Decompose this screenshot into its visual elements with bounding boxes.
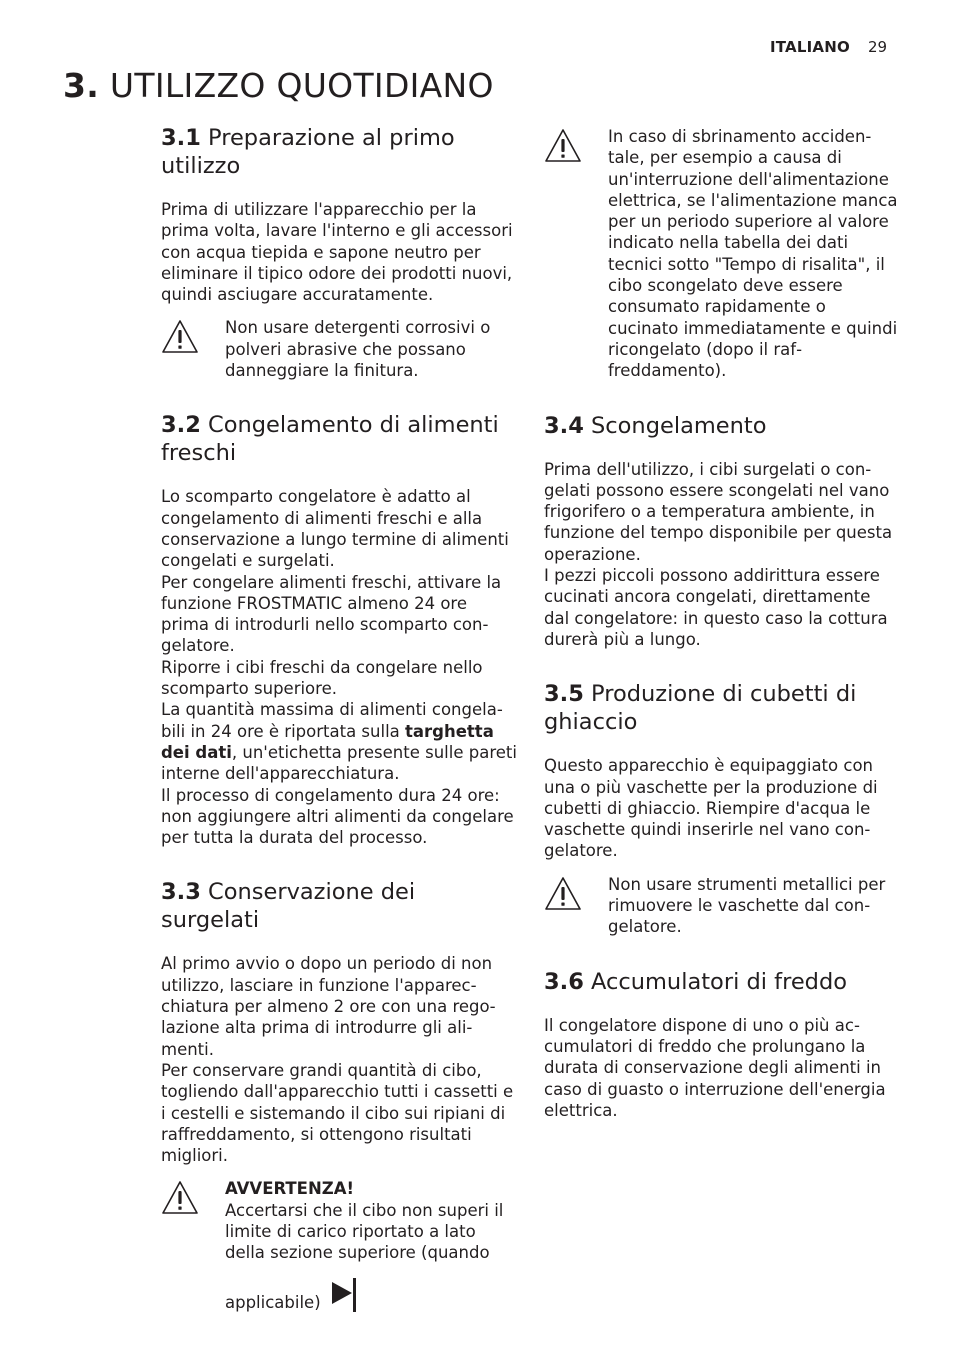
right-column <box>544 126 900 1121</box>
section-number: 3.1 <box>161 125 201 151</box>
load-limit-marker-icon <box>330 1276 358 1312</box>
section-3-2-p4 <box>161 699 517 784</box>
section-number: 3.4 <box>544 412 584 439</box>
section-3-5-heading <box>544 680 900 736</box>
rating-plate-term: targhetta dei dati <box>161 721 494 762</box>
warning-triangle-icon <box>544 128 582 163</box>
section-3-6-body: Il congelatore dispone di uno o più accumulatori di freddo che prolungano la durata di conservazione degli alimenti in caso di guasto o interruzione dell'energia elettrica. <box>544 1015 886 1120</box>
warning-text: In caso di sbrinamento accidentale, per esempio a causa di un'interruzione dell'alimentazione elettrica, se l'alimentazione manca per un periodo superiore al valore indicato nella tabella dei dati tecnici sotto "Tempo di risalita", il cibo scongelato deve essere consumato rapidamente o cucinato immediatamente e quindi ricongelato (dopo il raffreddamento). <box>608 127 898 381</box>
section-3-5-body: Questo apparecchio è equipaggiato con una o più vaschette per la produzione di cubetti di ghiaccio. Riempire d'acqua le vaschette quindi inserirle nel vano congelatore. <box>544 756 878 861</box>
section-3-2-p3: Riporre i cibi freschi da congelare nello scomparto superiore. <box>161 657 483 699</box>
warning-triangle-icon <box>161 1180 199 1215</box>
chapter-title <box>63 66 494 105</box>
section-3-3-p2: Per conservare grandi quantità di cibo, togliendo dall'apparecchio tutti i cassetti e i cestelli e sistemando il cibo sui ripiani di raffreddamento, si ottengono risultati migliori. <box>161 1060 514 1166</box>
header-language: ITALIANO <box>770 38 850 56</box>
section-3-2-heading <box>161 411 517 467</box>
section-number: 3.2 <box>161 412 201 439</box>
warning-block <box>544 874 900 938</box>
warning-triangle-icon <box>544 876 582 911</box>
text-run: , un'etichetta presente sulle pareti interne dell'apparecchiatura. <box>161 742 517 784</box>
warning-text: Accertarsi che il cibo non superi il limite di carico riportato a lato della sezione superiore (quando <box>225 1200 504 1263</box>
chapter-number: 3. <box>63 66 100 105</box>
warning-block <box>161 317 517 381</box>
section-title: Conservazione dei surgelati <box>161 879 416 934</box>
section-3-4-p2: I pezzi piccoli possono addirittura essere cucinati ancora congelati, direttamente dal congelatore: in questo caso la cottura durerà più a lungo. <box>544 566 888 649</box>
section-3-3-p1: Al primo avvio o dopo un periodo di non utilizzo, lasciare in funzione l'apparecchiatura per almeno 2 ore con una regolazione alta prima di introdurre gli alimenti. <box>161 954 496 1059</box>
warning-triangle-icon <box>161 319 199 354</box>
section-3-2-p5: Il processo di congelamento dura 24 ore: non aggiungere altri alimenti da congelare per tutta la durata del processo. <box>161 785 514 848</box>
page-number: 29 <box>868 38 888 56</box>
section-title: Congelamento di alimenti freschi <box>161 412 499 467</box>
section-3-2-p1: Lo scomparto congelatore è adatto al congelamento di alimenti freschi e alla conservazione a lungo termine di alimenti congelati e surgelati. <box>161 487 509 571</box>
section-3-4-heading <box>544 412 900 440</box>
warning-text: Non usare strumenti metallici per rimuovere le vaschette dal congelatore. <box>608 874 886 937</box>
section-3-1-body: Prima di utilizzare l'apparecchio per la prima volta, lavare l'interno e gli accessori con acqua tiepida e sapone neutro per eliminare il tipico odore dei prodotti nuovi, quindi asciugare accuratamente. <box>161 200 513 305</box>
section-title: Preparazione al primo utilizzo <box>161 125 455 179</box>
warning-block <box>161 1178 517 1312</box>
text-run: applicabile) <box>225 1292 321 1312</box>
chapter-title-text: UTILIZZO QUOTIDIANO <box>109 66 494 105</box>
section-title: Accumulatori di freddo <box>591 968 848 995</box>
section-3-2-p2: Per congelare alimenti freschi, attivare la funzione FROSTMATIC almeno 24 ore prima di introdurli nello scomparto congelatore. <box>161 572 502 656</box>
section-3-3-heading <box>161 878 517 934</box>
text-run: La quantità massima di alimenti congelabili in 24 ore è riportata sulla <box>161 700 503 741</box>
section-number: 3.5 <box>544 681 584 708</box>
section-3-4-p1: Prima dell'utilizzo, i cibi surgelati o congelati possono essere scongelati nel vano frigorifero o a temperatura ambiente, in funzione del tempo disponibile per questa operazione. <box>544 459 893 564</box>
warning-title: AVVERTENZA! <box>225 1179 355 1199</box>
warning-text: Non usare detergenti corrosivi o polveri abrasive che possano danneggiare la finitura. <box>225 318 491 381</box>
left-column <box>161 124 517 1313</box>
section-3-6-heading <box>544 968 900 996</box>
section-number: 3.6 <box>544 968 584 995</box>
section-title: Scongelamento <box>591 412 767 439</box>
section-title: Produzione di cubetti di ghiaccio <box>544 681 857 736</box>
warning-text-continued <box>225 1276 517 1313</box>
warning-block <box>544 126 900 382</box>
section-number: 3.3 <box>161 879 201 906</box>
section-3-1-heading <box>161 124 517 180</box>
